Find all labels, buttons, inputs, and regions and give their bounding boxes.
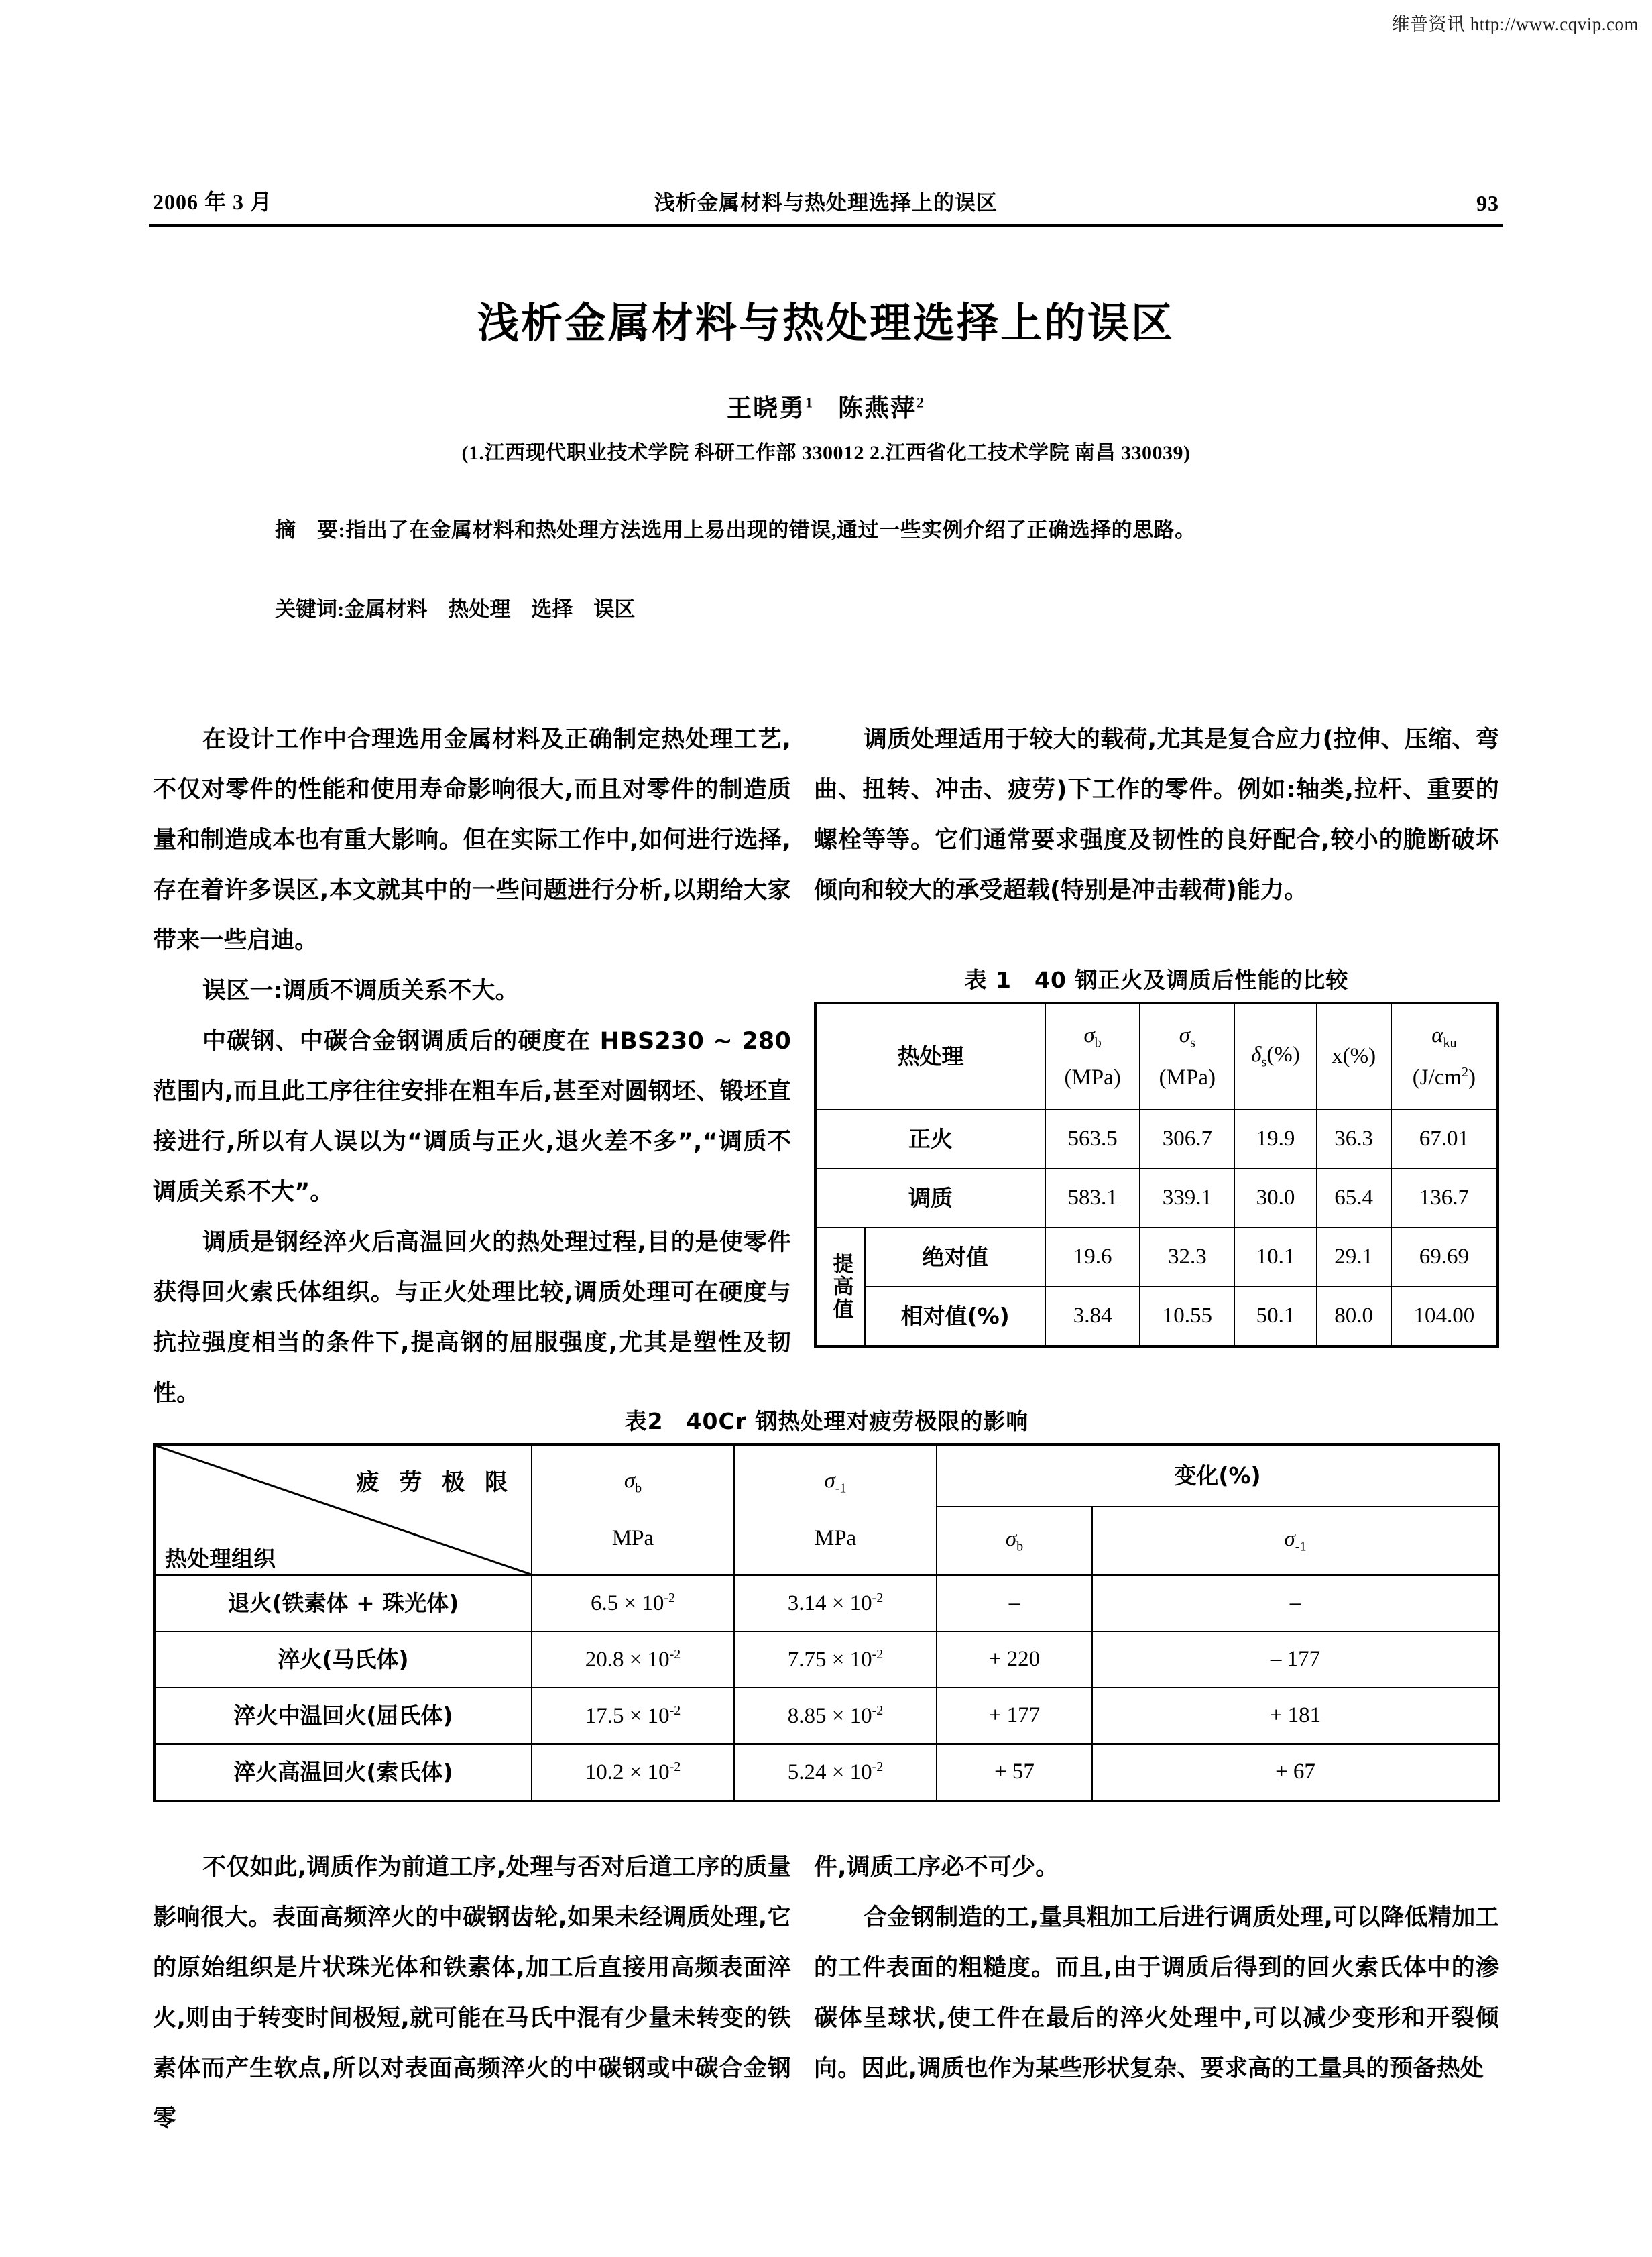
table1-row-label: 调质 [815, 1169, 1045, 1228]
table2-cell-change-b: + 57 [937, 1744, 1092, 1801]
paragraph: 中碳钢、中碳合金钢调质后的硬度在 HBS230 ~ 280 范围内,而且此工序往往安排在粗车后,甚至对圆钢坯、锻坯直接进行,所以有人误以为“调质与正火,退火差不多”,“调质不调质关系不大”。 [153, 1028, 791, 1206]
table2-cell-sigma-b: $17.5 \times 10^{-2}$ [532, 1688, 734, 1744]
table1-cell: 19.9 [1234, 1110, 1316, 1169]
table1-header-delta-s: $\delta_s(\%)$ [1234, 1003, 1316, 1110]
table-row [815, 1169, 1498, 1228]
table2-header-change-sigma-minus1: $\sigma_{-1}$ [1092, 1507, 1499, 1575]
table1-cell: 306.7 [1140, 1110, 1234, 1169]
table1-row-label: 相对值(%) [865, 1287, 1045, 1346]
table1-header-x: x(%) [1317, 1003, 1391, 1110]
page-number: 93 [1476, 191, 1499, 215]
paragraph: 调质是钢经淬火后高温回火的热处理过程,目的是使零件获得回火索氏体组织。与正火处理比较,调质处理可在硬度与抗拉强度相当的条件下,提高钢的屈服强度,尤其是塑性及韧性。 [153, 1229, 791, 1407]
table2-cell-change-1: + 181 [1092, 1688, 1499, 1744]
keywords-text: :金属材料 热处理 选择 误区 [337, 597, 636, 621]
table1-header-treatment: 热处理 [815, 1003, 1045, 1110]
table1-cell: 30.0 [1234, 1169, 1316, 1228]
table1-cell: 563.5 [1045, 1110, 1140, 1169]
table1-cell: 69.69 [1391, 1228, 1498, 1287]
table2-cell-sigma-minus1: $8.85 \times 10^{-2}$ [734, 1688, 937, 1744]
table1-row-label: 正火 [815, 1110, 1045, 1169]
table2-header-sigma-minus1: $\sigma_{-1}$ MPa [734, 1444, 937, 1575]
table2-header-change-sigma-b: $\sigma_b$ [937, 1507, 1092, 1575]
paragraph: 误区一:调质不调质关系不大。 [202, 978, 519, 1004]
table1-cell: 67.01 [1391, 1110, 1498, 1169]
table-row [815, 1110, 1498, 1169]
table2 [153, 1443, 1500, 1802]
paragraph: 在设计工作中合理选用金属材料及正确制定热处理工艺,不仅对零件的性能和使用寿命影响很大,而且对零件的制造质量和制造成本也有重大影响。但在实际工作中,如何进行选择,存在着许多误区,本文就其中的一些问题进行分析,以期给大家带来一些启迪。 [153, 726, 791, 954]
table1-header-sigma-b: $\sigma_b$ (MPa) [1045, 1003, 1140, 1110]
table1-header-alpha-ku: $\alpha_{ku}$ $(J/cm^2)$ [1391, 1003, 1498, 1110]
table2-cell-change-1: + 67 [1092, 1744, 1499, 1801]
table2-row-label: 退火(铁素体 + 珠光体) [154, 1575, 532, 1631]
table1-cell: 339.1 [1140, 1169, 1234, 1228]
body-column-right-top [814, 715, 1499, 916]
table1-row-label: 绝对值 [865, 1228, 1045, 1287]
table1-cell: 10.1 [1234, 1228, 1316, 1287]
author-name-2: 陈燕萍 [838, 395, 917, 422]
abstract-block [233, 511, 1413, 550]
table1-cell: 136.7 [1391, 1169, 1498, 1228]
table2-header-change-group: 变化(%) [937, 1444, 1499, 1507]
table2-corner-bottom-label: 热处理组织 [165, 1546, 276, 1572]
body-column-left-bottom [153, 1843, 791, 2144]
table2-row-label: 淬火中温回火(屈氏体) [154, 1688, 532, 1744]
table1-cell: 80.0 [1317, 1287, 1391, 1346]
table2-cell-change-1: – 177 [1092, 1631, 1499, 1688]
running-head [153, 180, 1499, 216]
table1 [814, 1002, 1499, 1348]
table2-cell-change-1: – [1092, 1575, 1499, 1631]
author-name-1: 王晓勇 [727, 395, 805, 422]
abstract-text: :指出了在金属材料和热处理方法选用上易出现的错误,通过一些实例介绍了正确选择的思路。 [338, 518, 1196, 542]
affiliation-line: (1.江西现代职业技术学院 科研工作部 330012 2.江西省化工技术学院 南昌 330039) [461, 442, 1191, 464]
watermark-text: 维普资讯 http://www.cqvip.com [1391, 14, 1639, 34]
table2-corner-cell [154, 1444, 532, 1575]
table1-cell: 50.1 [1234, 1287, 1316, 1346]
table2-caption: 表2 40Cr 钢热处理对疲劳极限的影响 [624, 1408, 1029, 1434]
table2-cell-sigma-minus1: $5.24 \times 10^{-2}$ [734, 1744, 937, 1801]
table1-cell: 32.3 [1140, 1228, 1234, 1287]
author-affil-marker-1: 1 [805, 394, 814, 411]
body-column-right-bottom [814, 1843, 1499, 2094]
table2-cell-change-b: + 220 [937, 1631, 1092, 1688]
table2-cell-change-b: + 177 [937, 1688, 1092, 1744]
table1-caption: 表 1 40 钢正火及调质后性能的比较 [964, 967, 1349, 993]
table-row [815, 1287, 1498, 1346]
author-line [0, 388, 1652, 424]
table1-cell: 104.00 [1391, 1287, 1498, 1346]
table1-header-sigma-s: $\sigma_s$ (MPa) [1140, 1003, 1234, 1110]
author-affil-marker-2: 2 [917, 394, 925, 411]
body-column-left-top [153, 715, 791, 1419]
table1-cell: 65.4 [1317, 1169, 1391, 1228]
table-row [154, 1631, 1499, 1688]
table2-cell-sigma-minus1: $3.14 \times 10^{-2}$ [734, 1575, 937, 1631]
table1-cell: 19.6 [1045, 1228, 1140, 1287]
table-row [154, 1575, 1499, 1631]
page-title: 浅析金属材料与热处理选择上的误区 [477, 298, 1175, 347]
table1-cell: 36.3 [1317, 1110, 1391, 1169]
table2-row-label: 淬火高温回火(索氏体) [154, 1744, 532, 1801]
running-head-title: 浅析金属材料与热处理选择上的误区 [654, 191, 998, 215]
table1-cell: 29.1 [1317, 1228, 1391, 1287]
keywords-label: 关键词 [275, 597, 337, 621]
table1-cell: 583.1 [1045, 1169, 1140, 1228]
table2-cell-change-b: – [937, 1575, 1092, 1631]
table-row [154, 1688, 1499, 1744]
table2-cell-sigma-minus1: $7.75 \times 10^{-2}$ [734, 1631, 937, 1688]
table2-row-label: 淬火(马氏体) [154, 1631, 532, 1688]
table1-cell: 3.84 [1045, 1287, 1140, 1346]
header-divider [149, 224, 1503, 227]
paragraph: 件,调质工序必不可少。 [814, 1854, 1059, 1881]
abstract-label: 摘 要 [275, 518, 339, 542]
paragraph: 不仅如此,调质作为前道工序,处理与否对后道工序的质量影响很大。表面高频淬火的中碳钢齿轮,如果未经调质处理,它的原始组织是片状珠光体和铁素体,加工后直接用高频表面淬火,则由于转变时间极短,就可能在马氏中混有少量未转变的铁素体而产生软点,所以对表面高频淬火的中碳钢或中碳合金钢零 [153, 1854, 791, 2132]
table-row [815, 1003, 1498, 1110]
table2-header-sigma-b: $\sigma_b$ MPa [532, 1444, 734, 1575]
table-row [154, 1444, 1499, 1507]
table2-cell-sigma-b: $6.5 \times 10^{-2}$ [532, 1575, 734, 1631]
table-row [154, 1744, 1499, 1801]
paragraph: 调质处理适用于较大的载荷,尤其是复合应力(拉伸、压缩、弯曲、扭转、冲击、疲劳)下工作的零件。例如:轴类,拉杆、重要的螺栓等等。它们通常要求强度及韧性的良好配合,较小的脆断破坏倾向和较大的承受超载(特别是冲击载荷)能力。 [814, 726, 1499, 904]
keywords-block [233, 590, 1413, 629]
running-head-date: 2006 年 3 月 [153, 190, 273, 214]
table1-cell: 10.55 [1140, 1287, 1234, 1346]
table2-cell-sigma-b: $10.2 \times 10^{-2}$ [532, 1744, 734, 1801]
table2-corner-top-label: 疲 劳 极 限 [356, 1469, 514, 1496]
paragraph: 合金钢制造的工,量具粗加工后进行调质处理,可以降低精加工的工件表面的粗糙度。而且,由于调质后得到的回火索氏体中的渗碳体呈球状,使工件在最后的淬火处理中,可以减少变形和开裂倾向。因此,调质也作为某些形状复杂、要求高的工量具的预备热处 [814, 1904, 1499, 2082]
table1-group-label: 提高值 [815, 1228, 865, 1346]
table2-cell-sigma-b: $20.8 \times 10^{-2}$ [532, 1631, 734, 1688]
table-row [815, 1228, 1498, 1287]
